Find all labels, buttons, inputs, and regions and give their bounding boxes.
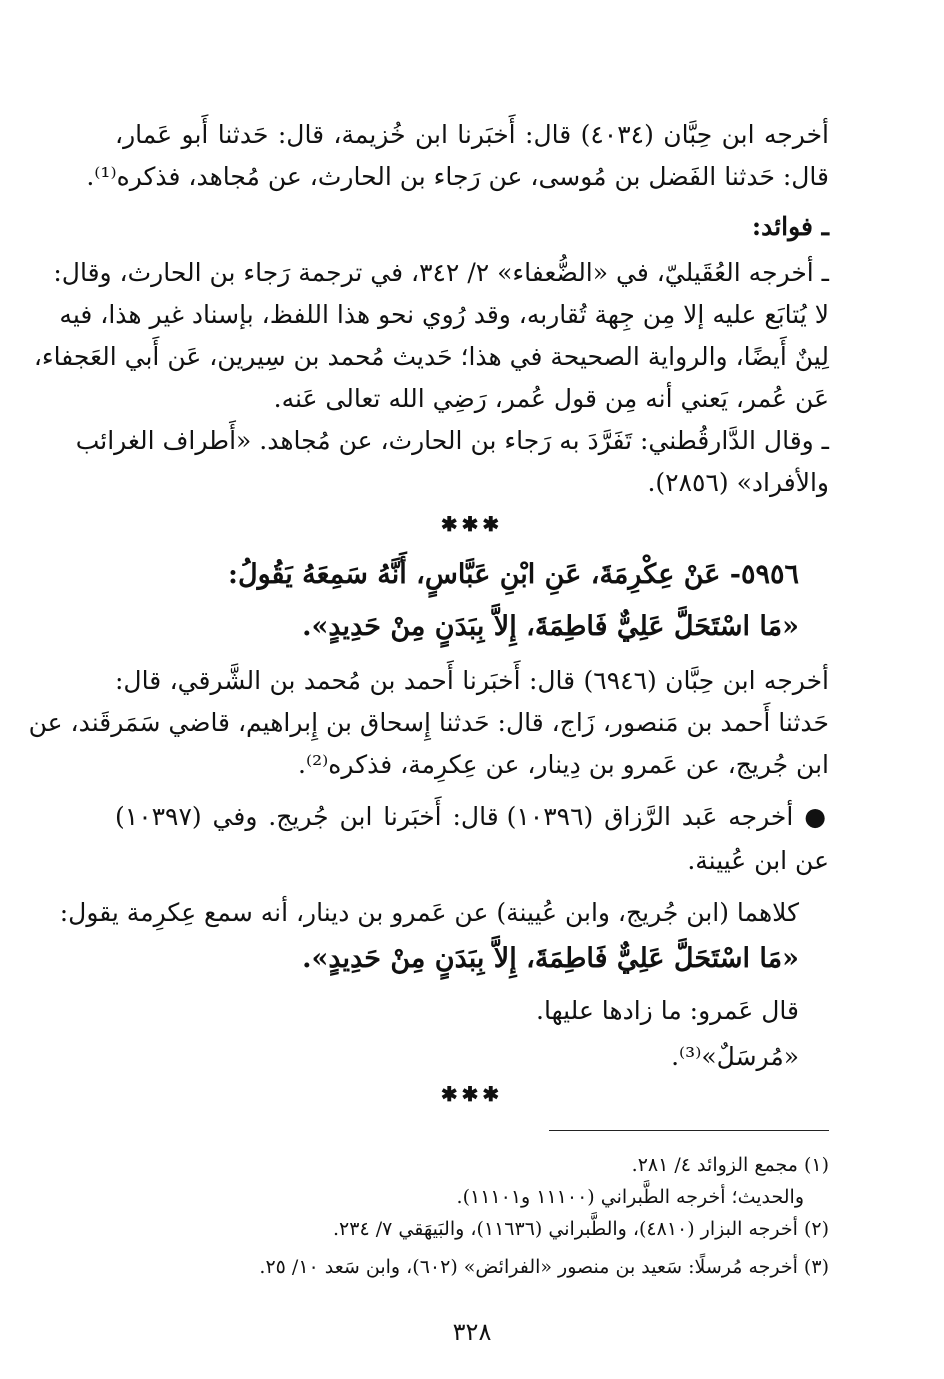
paragraph-line: ـ وقال الدَّارقُطني: تَفَرَّدَ به رَجاء بن الحارث، عن مُجاهد. «أَطراف الغرائب: [75, 426, 829, 455]
footnote: والحديث؛ أخرجه الطَّبراني (١١١٠٠ و١١١٠١).: [456, 1186, 804, 1208]
page-number: ٣٢٨: [452, 1318, 492, 1346]
paragraph-line: أخرجه ابن حِبَّان (٦٩٤٦) قال: أَخبَرنا أَحمد بن مُحمد بن الشَّرقي، قال:: [115, 666, 829, 695]
paragraph-line: عن ابن عُيينة.: [687, 846, 829, 875]
section-separator: ✱✱✱: [440, 512, 504, 536]
paragraph-text: أخرجه عَبد الرَّزاق (١٠٣٩٦) قال: أَخبَرنا ابن جُريج. وفي (١٠٣٩٧): [115, 802, 794, 831]
paragraph-line: عَن عُمر، يَعني أنه مِن قول عُمر، رَضِي الله تعالى عَنه.: [273, 384, 829, 413]
paragraph-line: ـ أخرجه العُقَيليّ، في «الضُّعفاء» ٢/ ٣٤٢، في ترجمة رَجاء بن الحارث، وقال:: [53, 258, 829, 287]
footnote: (١) مجمع الزوائد ٤/ ٢٨١.: [631, 1154, 829, 1176]
footnote: (٢) أخرجه البزار (٤٨١٠)، والطَّبراني (١١٦٣٦)، والبَيهَقي ٧/ ٢٣٤.: [332, 1218, 829, 1240]
paragraph-line: كلاهما (ابن جُريج، وابن عُيينة) عن عَمرو بن دينار، أنه سمع عِكرِمة يقول:: [59, 898, 799, 927]
paragraph-line: أخرجه ابن حِبَّان (٤٠٣٤) قال: أَخبَرنا ابن خُزيمة، قال: حَدثنا أَبو عَمار،: [115, 120, 829, 149]
hadith-text: «مَا اسْتَحَلَّ عَلِيٌّ فَاطِمَةَ، إِلاَّ بِبَدَنٍ مِنْ حَدِيدٍ».: [302, 611, 799, 642]
paragraph-line: والأفراد» (٢٨٥٦).: [647, 468, 829, 497]
section-separator: ✱✱✱: [440, 1082, 504, 1106]
hadith-text: «مَا اسْتَحَلَّ عَلِيٌّ فَاطِمَةَ، إِلاَّ بِبَدَنٍ مِنْ حَدِيدٍ».: [302, 943, 799, 974]
paragraph-line: ابن جُريج، عن عَمرو بن دِينار، عن عِكرِمة، فذكره⁽²⁾.: [298, 750, 829, 779]
footnote: (٣) أخرجه مُرسلًا: سَعيد بن منصور «الفرائض» (٦٠٢)، وابن سَعد ١٠/ ٢٥.: [259, 1256, 829, 1278]
paragraph-line: قال عَمرو: ما زادها عليها.: [536, 996, 799, 1025]
hadith-heading: ٥٩٥٦- عَنْ عِكْرِمَةَ، عَنِ ابْنِ عَبَّاسٍ، أَنَّهُ سَمِعَهُ يَقُولُ:: [228, 559, 799, 590]
paragraph-line: حَدثنا أَحمد بن مَنصور، زَاج، قال: حَدثنا إِسحاق بن إِبراهيم، قاضي سَمَرقَند، عن: [28, 708, 829, 737]
paragraph-line: لِينٌ أَيضًا، والرواية الصحيحة في هذا؛ حَديث مُحمد بن سِيرين، عَن أَبي العَجفاء،: [33, 342, 829, 371]
footnote-divider: [549, 1130, 829, 1131]
bullet-icon: ●: [804, 802, 829, 831]
paragraph-line: لا يُتابَع عليه إلا مِن جِهة تُقاربه، وقد رُوي نحو هذا اللفظ، بإسناد غير هذا، فيه: [59, 300, 829, 329]
paragraph-line: «مُرسَلٌ»⁽³⁾.: [671, 1042, 799, 1071]
section-heading: ـ فوائد:: [751, 212, 829, 241]
paragraph-line: [115, 800, 829, 834]
paragraph-line: قال: حَدثنا الفَضل بن مُوسى، عن رَجاء بن الحارث، عن مُجاهد، فذكره⁽¹⁾.: [86, 162, 829, 191]
